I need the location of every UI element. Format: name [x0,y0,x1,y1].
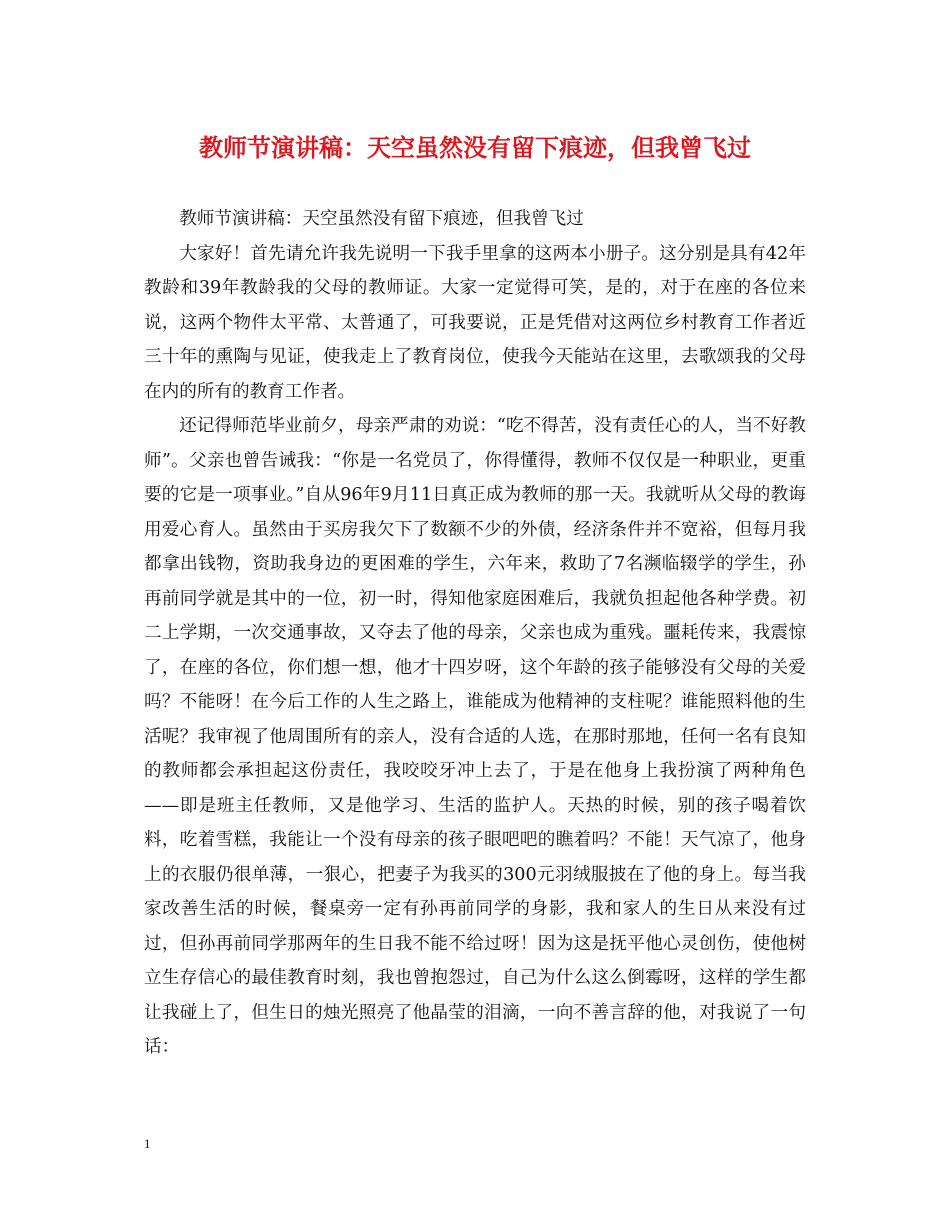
body-paragraph-2: 还记得师范毕业前夕，母亲严肃的劝说：“吃不得苦，没有责任心的人，当不好教师”。父亲也曾告诫我：“你是一名党员了，你得懂得，教师不仅仅是一种职业，更重要的它是一项事业。”自从96年9月11日真正成为教师的那一天。我就听从父母的教诲用爱心育人。虽然由于买房我欠下了数额不少的外债，经济条件并不宽裕，但每月我都拿出钱物，资助我身边的更困难的学生，六年来，救助了7名濒临辍学的学生，孙再前同学就是其中的一位，初一时，得知他家庭困难后，我就负担起他各种学费。初二上学期，一次交通事故，又夺去了他的母亲，父亲也成为重残。噩耗传来，我震惊了，在座的各位，你们想一想，他才十四岁呀，这个年龄的孩子能够没有父母的关爱吗？不能呀！在今后工作的人生之路上，谁能成为他精神的支柱呢？谁能照料他的生活呢？我审视了他周围所有的亲人，没有合适的人选，在那时那地，任何一名有良知的教师都会承担起这份责任，我咬咬牙冲上去了，于是在他身上我扮演了两种角色——即是班主任教师，又是他学习、生活的监护人。天热的时候，别的孩子喝着饮料，吃着雪糕，我能让一个没有母亲的孩子眼吧吧的瞧着吗？不能！天气凉了，他身上的衣服仍很单薄，一狠心，把妻子为我买的300元羽绒服披在了他的身上。每当我家改善生活的时候，餐桌旁一定有孙再前同学的身影，我和家人的生日从来没有过过，但孙再前同学那两年的生日我不能不给过呀！因为这是抚平他心灵创伤，使他树立生存信心的最佳教育时刻，我也曾抱怨过，自己为什么这么倒霉呀，这样的学生都让我碰上了，但生日的烛光照亮了他晶莹的泪滴，一向不善言辞的他，对我说了一句话： [144,416,806,1057]
document-title: 教师节演讲稿：天空虽然没有留下痕迹，但我曾飞过 [199,133,751,162]
page-number: 1 [144,1136,151,1151]
body-paragraph-1: 大家好！首先请允许我先说明一下我手里拿的这两本小册子。这分别是具有42年教龄和39年教龄我的父母的教师证。大家一定觉得可笑，是的，对于在座的各位来说，这两个物件太平常、太普通了，可我要说，正是凭借对这两位乡村教育工作者近三十年的熏陶与见证，使我走上了教育岗位，使我今天能站在这里，去歌颂我的父母在内的所有的教育工作者。 [144,243,806,402]
subtitle-paragraph: 教师节演讲稿：天空虽然没有留下痕迹，但我曾飞过 [179,209,584,229]
document-body [144,202,806,1065]
